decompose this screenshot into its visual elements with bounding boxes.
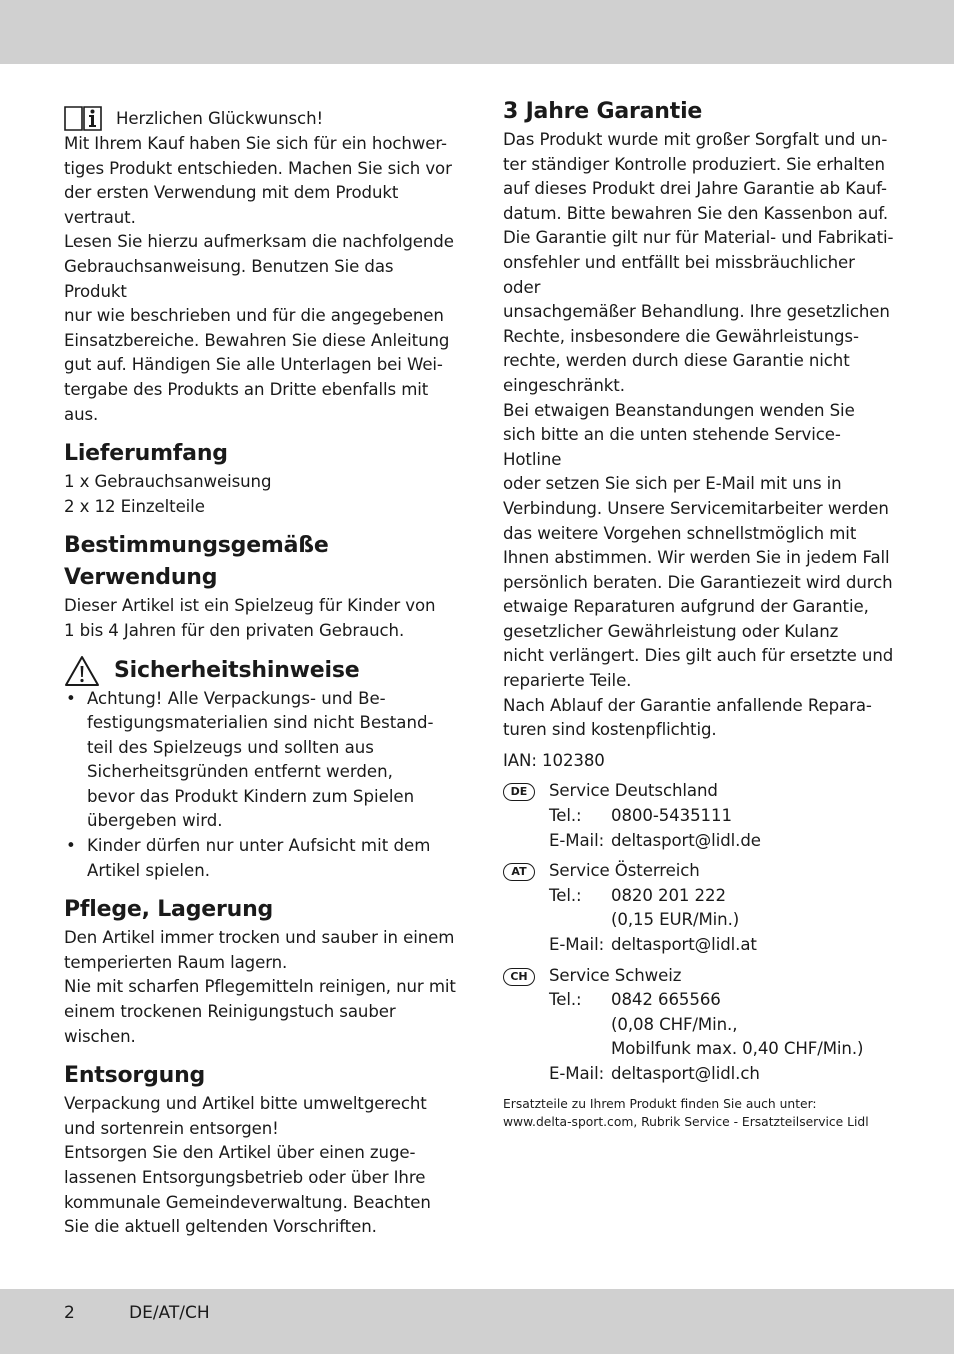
text-line: der ersten Verwendung mit dem Produkt vertraut. <box>64 183 399 227</box>
text-line: tergabe des Produkts an Dritte ebenfalls mit aus. <box>64 379 429 424</box>
text-line: turen sind kostenpflichtig. <box>503 720 717 740</box>
text-line: Einsatzbereiche. Bewahren Sie diese Anleitung <box>64 330 450 350</box>
country-badge-ch: CH <box>503 968 535 986</box>
tel-label: Tel.: <box>549 990 582 1010</box>
text-line: unsachgemäßer Behandlung. Ihre gesetzlichen <box>503 302 890 322</box>
footer-language: DE/AT/CH <box>129 1303 210 1323</box>
service-at <box>503 859 895 957</box>
safety-list <box>64 687 456 884</box>
text-line: tiges Produkt entschieden. Machen Sie sich vor <box>64 158 452 178</box>
text-line: Sie die aktuell geltenden Vorschriften. <box>64 1217 377 1237</box>
text-line: Sicherheitsgründen entfernt werden, <box>87 762 393 782</box>
country-badge-at: AT <box>503 863 535 881</box>
service-ch <box>503 964 895 1087</box>
list-item <box>64 687 456 835</box>
text-line: sich bitte an die unten stehende Service-Hotline <box>503 425 841 469</box>
section-heading-entsorgung: Entsorgung <box>64 1063 206 1089</box>
text-line: Entsorgen Sie den Artikel über einen zuge- <box>64 1143 416 1163</box>
text-line: gesetzlicher Gewährleistung oder Kulanz <box>503 621 839 641</box>
text-line: Verpackung und Artikel bitte umweltgerecht <box>64 1094 427 1114</box>
tel-number: 0800-5435111 <box>611 806 732 826</box>
intro-first-line: Herzlichen Glückwunsch! <box>116 109 324 129</box>
text-line: Nie mit scharfen Pflegemitteln reinigen, nur mit <box>64 977 456 997</box>
text-line: festigungsmaterialien sind nicht Bestand- <box>87 713 434 733</box>
list-item <box>64 834 456 883</box>
text-line: oder setzen Sie sich per E-Mail mit uns in <box>503 474 842 494</box>
text-line: Nach Ablauf der Garantie anfallende Repara- <box>503 695 872 715</box>
text-line: Ihnen abstimmen. Wir werden Sie in jedem Fall <box>503 548 890 568</box>
text-line: Gebrauchsanweisung. Benutzen Sie das Produkt <box>64 256 394 301</box>
service-name: Service Schweiz <box>549 965 682 985</box>
intro-heading <box>64 96 456 132</box>
service-name: Service Deutschland <box>549 781 718 801</box>
text-line: lassenen Entsorgungsbetrieb oder über Ihre <box>64 1168 426 1187</box>
section-heading-bestimmung-2: Verwendung <box>64 565 218 591</box>
section-heading-garantie: 3 Jahre Garantie <box>503 99 703 124</box>
header-bar <box>0 0 954 64</box>
email-label: E-Mail: <box>549 935 605 954</box>
section-heading-bestimmung: Bestimmungsgemäße <box>64 533 329 559</box>
text-line: Mit Ihrem Kauf haben Sie sich für ein hochwer- <box>64 134 447 153</box>
text-line: einem trockenen Reinigungstuch sauber wischen. <box>64 1002 396 1046</box>
garantie-text <box>503 128 895 743</box>
spare-parts-note: Ersatzteile zu Ihrem Produkt finden Sie auch unter: <box>503 1096 817 1111</box>
email-address: deltasport@lidl.at <box>611 935 757 954</box>
text-line: Verbindung. Unsere Servicemitarbeiter werden <box>503 498 889 518</box>
text-line: nicht verlängert. Dies gilt auch für ersetzte und <box>503 646 894 666</box>
text-line: reparierte Teile. <box>503 671 632 691</box>
text-line: Lesen Sie hierzu aufmerksam die nachfolgende <box>64 232 454 252</box>
text-line: nur wie beschrieben und für die angegebenen <box>64 306 444 326</box>
section-heading-lieferumfang: Lieferumfang <box>64 441 228 467</box>
service-name: Service Österreich <box>549 861 700 881</box>
text-line: bevor das Produkt Kindern zum Spielen <box>87 786 415 806</box>
tel-note: Mobilfunk max. 0,40 CHF/Min.) <box>611 1039 864 1059</box>
text-line: 1 x Gebrauchsanweisung <box>64 472 272 492</box>
text-line: das weitere Vorgehen schnellstmöglich mit <box>503 523 857 543</box>
sicherheit-heading-row <box>64 655 456 687</box>
warning-triangle-icon <box>64 655 100 687</box>
text-line: temperierten Raum lagern. <box>64 952 288 972</box>
text-line: Rechte, insbesondere die Gewährleistungs- <box>503 326 859 346</box>
info-book-icon <box>64 104 102 132</box>
spare-parts-url: www.delta-sport.com, Rubrik Service - Ersatzteilservice Lidl <box>503 1114 869 1129</box>
text-line: • Kinder dürfen nur unter Aufsicht mit dem <box>87 836 431 856</box>
service-de <box>503 779 895 853</box>
text-line: ter ständiger Kontrolle produziert. Sie erhalten <box>503 154 885 174</box>
text-line: kommunale Gemeindeverwaltung. Beachten <box>64 1192 431 1212</box>
text-line: und sortenrein entsorgen! <box>64 1118 279 1138</box>
text-line: persönlich beraten. Die Garantiezeit wird durch <box>503 572 893 592</box>
tel-label: Tel.: <box>549 806 582 826</box>
text-line: 1 bis 4 Jahren für den privaten Gebrauch. <box>64 620 405 640</box>
text-line: datum. Bitte bewahren Sie den Kassenbon auf. <box>503 203 888 223</box>
text-line: etwaige Reparaturen aufgrund der Garantie, <box>503 597 869 617</box>
text-line: eingeschränkt. <box>503 375 625 395</box>
tel-number: 0842 665566 <box>611 990 721 1010</box>
text-line: Bei etwaigen Beanstandungen wenden Sie <box>503 400 855 420</box>
email-address: deltasport@lidl.ch <box>611 1063 760 1083</box>
country-badge-de: DE <box>503 783 535 801</box>
tel-note: (0,15 EUR/Min.) <box>611 910 740 930</box>
text-line: • Achtung! Alle Verpackungs- und Be- <box>87 688 386 708</box>
text-line: übergeben wird. <box>87 811 223 831</box>
email-label: E-Mail: <box>549 830 605 850</box>
tel-note: (0,08 CHF/Min., <box>611 1014 738 1034</box>
text-line: auf dieses Produkt drei Jahre Garantie ab Kauf- <box>503 179 887 199</box>
page-number: 2 <box>64 1303 75 1323</box>
email-address: deltasport@lidl.de <box>611 830 761 850</box>
tel-number: 0820 201 222 <box>611 885 726 905</box>
section-heading-sicherheit: Sicherheitshinweise <box>114 657 360 683</box>
text-line: Dieser Artikel ist ein Spielzeug für Kinder von <box>64 596 436 616</box>
text-line: gut auf. Händigen Sie alle Unterlagen bei Wei- <box>64 355 443 375</box>
right-column <box>503 96 895 1131</box>
ian-number: IAN: 102380 <box>503 750 605 770</box>
text-line: Den Artikel immer trocken und sauber in einem <box>64 928 455 948</box>
text-line: Das Produkt wurde mit großer Sorgfalt und un- <box>503 130 888 149</box>
text-line: onsfehler und entfällt bei missbräuchlicher oder <box>503 252 855 297</box>
text-line: Die Garantie gilt nur für Material- und Fabrikati- <box>503 228 894 248</box>
intro-text <box>64 132 456 427</box>
text-line: teil des Spielzeugs und sollten aus <box>87 737 374 757</box>
text-line: rechte, werden durch diese Garantie nicht <box>503 351 850 371</box>
email-label: E-Mail: <box>549 1063 605 1083</box>
tel-label: Tel.: <box>549 885 582 905</box>
left-column <box>64 96 456 1240</box>
text-line: 2 x 12 Einzelteile <box>64 496 205 516</box>
section-heading-pflege: Pflege, Lagerung <box>64 897 274 923</box>
text-line: Artikel spielen. <box>87 860 211 880</box>
